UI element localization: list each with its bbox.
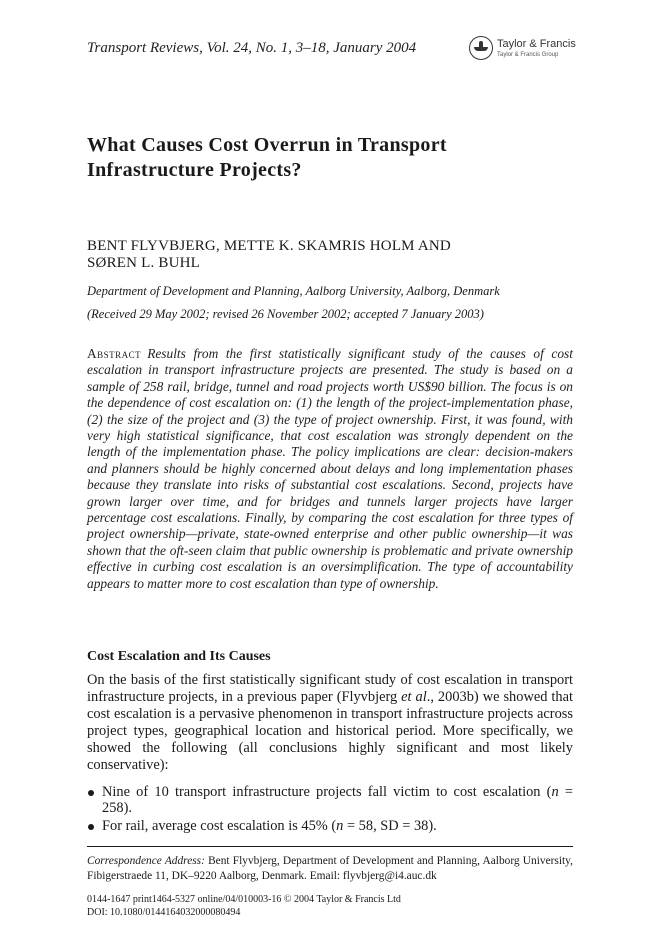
affiliation: Department of Development and Planning, Aalborg University, Aalborg, Denmark — [87, 284, 500, 298]
received-dates: (Received 29 May 2002; revised 26 November 2002; accepted 7 January 2003) — [87, 307, 484, 321]
issn-line: 0144-1647 print1464-5327 online/04/010003-16 © 2004 Taylor & Francis Ltd — [87, 894, 401, 905]
paragraph-text: On the basis of the first statistically significant study of cost escalation in transport infrastructure projects, in a previous paper (Flyvbjerg — [87, 672, 573, 705]
journal-citation: Transport Reviews, Vol. 24, No. 1, 3–18, January 2004 — [87, 40, 417, 56]
bullet-text: For rail, average cost escalation is 45% ( — [102, 818, 337, 834]
variable-n: n — [551, 784, 559, 800]
doi-line: DOI: 10.1080/0144164032000080494 — [87, 906, 241, 918]
publication-info — [87, 894, 573, 919]
publisher-name: Taylor & Francis — [497, 37, 576, 50]
correspondence-text: Bent Flyvbjerg, Department of Development and Planning, Aalborg University, Fibigerstraede 11, DK–9220 Aalborg, Denmark. Email: flyvbjerg@i4.auc.dk — [87, 855, 573, 882]
bullet-text-end: = 58, SD = 38). — [343, 818, 437, 834]
authors-line-2: SØREN L. BUHL — [87, 255, 201, 271]
body-paragraph — [87, 672, 573, 774]
footnote-divider — [87, 846, 573, 847]
variable-n: n — [336, 818, 344, 834]
bullet-text-end: = 258). — [102, 784, 573, 816]
authors-line-1: BENT FLYVBJERG, METTE K. SKAMRIS HOLM AND — [87, 238, 451, 254]
publisher-group: Taylor & Francis Group — [497, 51, 559, 58]
publisher-logo — [469, 36, 576, 60]
correspondence-address — [87, 854, 573, 883]
list-item — [87, 818, 573, 834]
abstract-label: Abstract — [87, 346, 142, 361]
bullet-text: Nine of 10 transport infrastructure projects fall victim to cost escalation ( — [102, 784, 552, 800]
bullet-icon — [88, 824, 94, 830]
list-item — [87, 784, 573, 816]
taylor-francis-logo-icon — [469, 36, 493, 60]
abstract — [87, 346, 573, 592]
authors — [87, 238, 577, 272]
findings-list — [87, 784, 573, 836]
bullet-icon — [88, 790, 94, 796]
section-heading: Cost Escalation and Its Causes — [87, 649, 271, 664]
abstract-text: Results from the first statistically significant study of the causes of cost escalation in transport infrastructure projects are presented. The study is based on a sample of 258 rail, bridge, tunnel and road projects worth US$90 billion. The focus is on the dependence of cost escalation on: (1) the length of the project-implementation phase, (2) the size of the project and (3) the type of project ownership. First, it was found, with very high statistical significance, that cost escalation was strongly dependent on the length of the implementation phase. The policy implications are clear: decision-makers and planners should be highly concerned about delays and long implementation phases because they translate into risks of substantial cost escalations. Second, projects have grown larger over time, and for bridges and tunnels larger projects have larger percentage cost escalations. Finally, by comparing the cost escalation for three types of project ownership—private, state-owned enterprise and other public ownership—it was shown that the oft-seen claim that public ownership is problematic and private ownership effective in curbing cost escalation is an oversimplification. The type of accountability appears to matter more to cost escalation than type of ownership. — [87, 346, 573, 591]
article-title: What Causes Cost Overrun in Transport Infrastructure Projects? — [87, 134, 447, 181]
paragraph-text-cont: ., 2003b) we showed that cost escalation is a pervasive phenomenon in transport infrastructure projects across project types, geographical location and historical period. More specifically, we showed the following (all conclusions highly significant and most likely conservative): — [87, 689, 573, 773]
correspondence-label: Correspondence Address: — [87, 855, 205, 867]
et-al: et al — [401, 689, 427, 705]
